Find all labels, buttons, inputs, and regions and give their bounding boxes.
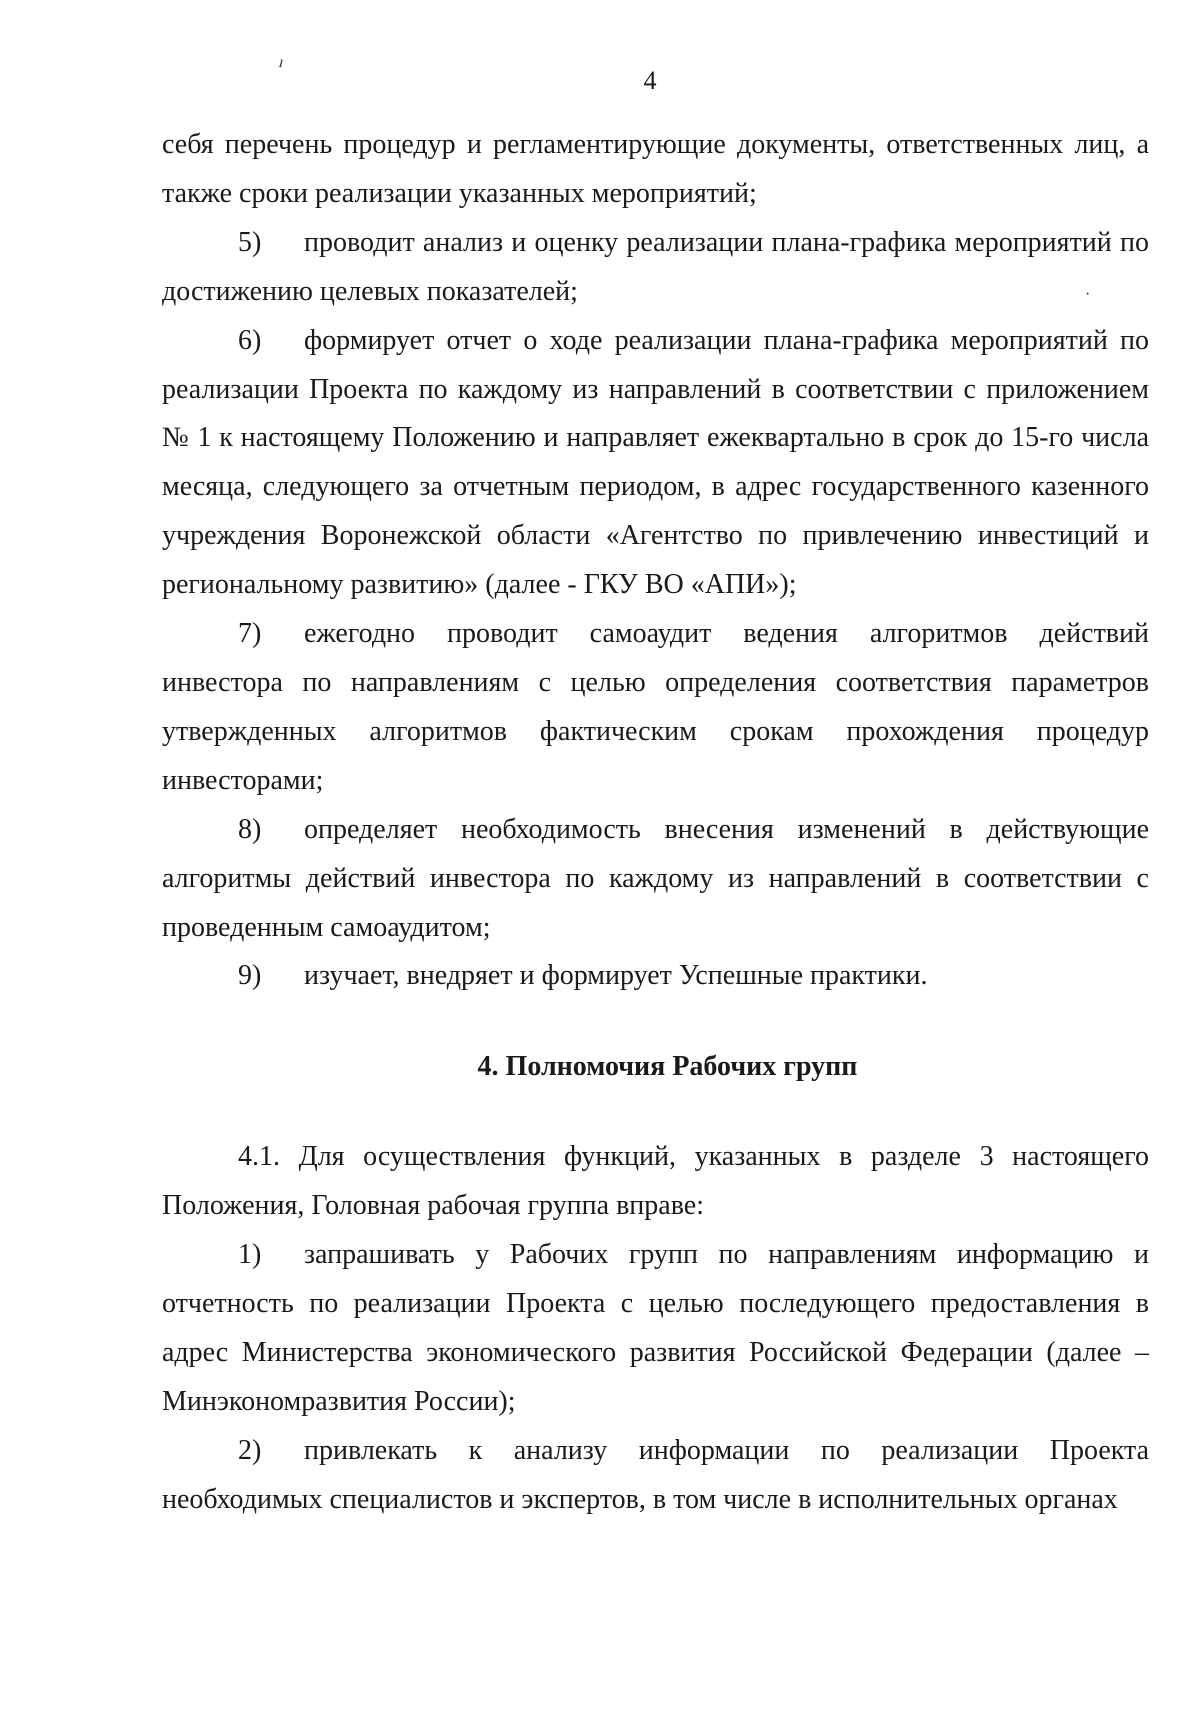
list-item-2 <box>162 1427 1149 1525</box>
list-item-number: 6) <box>238 324 262 356</box>
list-item-number: 1) <box>238 1239 262 1271</box>
scan-mark: ı <box>277 53 286 72</box>
list-item-number: 7) <box>238 618 262 650</box>
clause-4-1: 4.1. Для осуществления функций, указанных в разделе 3 настоящего Положения, Головная рабочая группа вправе: <box>162 1141 1149 1222</box>
list-item-5 <box>162 219 1149 317</box>
list-item-number: 8) <box>238 813 262 845</box>
list-item-number: 2) <box>238 1434 262 1466</box>
scan-dot: · <box>1085 286 1091 303</box>
list-item-text: ежегодно проводит самоаудит ведения алгоритмов действий инвестора по направлениям с целью определения соответствия параметров утвержденных алгоритмов фактическим срокам прохождения процедур инвесторами; <box>162 618 1149 796</box>
document-body <box>162 121 1149 1525</box>
list-item-number: 9) <box>238 960 262 992</box>
list-item-text: проводит анализ и оценку реализации плана-графика мероприятий по достижению целевых показателей; <box>162 226 1149 307</box>
list-item-8 <box>162 806 1149 953</box>
list-item-text: определяет необходимость внесения изменений в действующие алгоритмы действий инвестора по каждому из направлений в соответствии с проведенным самоаудитом; <box>162 813 1149 943</box>
section-heading: 4. Полномочия Рабочих групп <box>477 1051 858 1083</box>
list-item-text: изучает, внедряет и формирует Успешные практики. <box>304 960 928 992</box>
list-item-text: запрашивать у Рабочих групп по направлениям информацию и отчетность по реализации Проекта с целью последующего предоставления в адрес Министерства экономического развития Российской Федерации (далее – Минэкономразвития России); <box>162 1239 1149 1417</box>
page-number: 4 <box>643 66 657 95</box>
list-item-1 <box>162 1231 1149 1427</box>
intro-continuation: себя перечень процедур и регламентирующие документы, ответственных лиц, а также сроки реализации указанных мероприятий; <box>162 129 1149 209</box>
list-item-9 <box>162 952 1149 1001</box>
list-item-number: 5) <box>238 226 262 258</box>
list-item-6 <box>162 317 1149 610</box>
list-item-7 <box>162 610 1149 806</box>
list-item-text: формирует отчет о ходе реализации плана-графика мероприятий по реализации Проекта по каждому из направлений в соответствии с приложением № 1 к настоящему Положению и направляет ежеквартально в срок до 15-го числа месяца, следующего за отчетным периодом, в адрес государственного казенного учреждения Воронежской области «Агентство по привлечению инвестиций и региональному развитию» (далее - ГКУ ВО «АПИ»); <box>162 324 1149 601</box>
list-item-text: привлекать к анализу информации по реализации Проекта необходимых специалистов и экспертов, в том числе в исполнительных органах <box>162 1434 1149 1515</box>
